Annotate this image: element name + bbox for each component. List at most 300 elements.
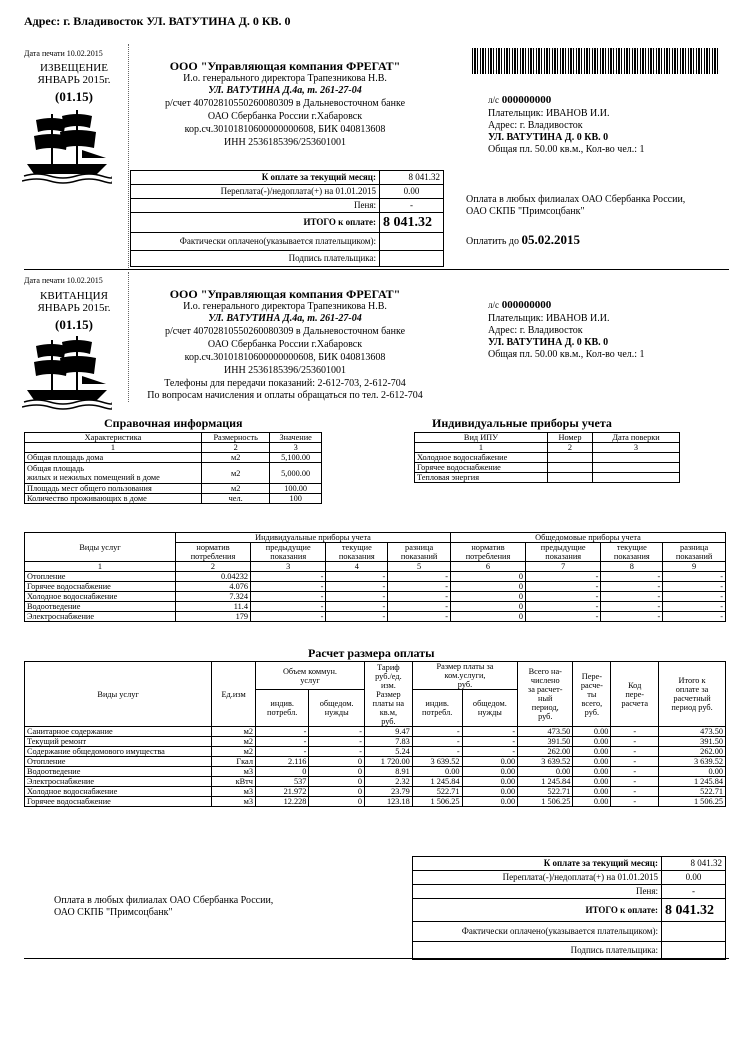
cons-num-8: 8 <box>601 562 663 572</box>
cons-cell: - <box>601 602 663 612</box>
cons-sub-h-4-line: показаний <box>400 552 438 561</box>
ref-r3-val: 100.00 <box>270 484 322 494</box>
calc-h-total <box>518 662 573 727</box>
notice-payer-street: УЛ. ВАТУТИНА Д. 0 КВ. 0 <box>488 132 609 143</box>
calc-h-vol-common <box>309 690 365 727</box>
receipt-company-inn: ИНН 2536185396/253601001 <box>224 365 346 376</box>
receipt-company-phones: Телефоны для передачи показаний: 2-612-703, 2-612-704 <box>164 378 406 389</box>
calc-cell: 0.00 <box>462 797 518 807</box>
sum-current-label: К оплате за текущий месяц: <box>131 171 380 185</box>
cons-cell: 0 <box>450 572 525 582</box>
calc-cell: 0.00 <box>462 757 518 767</box>
calc-cell: - <box>309 737 365 747</box>
ipu-r1-num <box>548 453 593 463</box>
receipt-payer-area: Общая пл. 50.00 кв.м., Кол-во чел.: 1 <box>488 349 645 360</box>
cons-sub-h-8-line: показаний <box>675 552 713 561</box>
ipu-r1-date <box>593 453 680 463</box>
address-header: Адрес: г. Владивосток УЛ. ВАТУТИНА Д. 0 КВ. 0 <box>24 14 291 28</box>
ipu-r3-num <box>548 473 593 483</box>
calc-h-code <box>611 662 659 727</box>
ref-title: Справочная информация <box>104 416 243 430</box>
cons-cell: - <box>251 582 326 592</box>
calc-service: Водоотведение <box>25 767 212 777</box>
ipu-title: Индивидуальные приборы учета <box>432 416 612 430</box>
calc-cell: 0.00 <box>573 737 611 747</box>
calc-cell: - <box>611 747 659 757</box>
calc-h-recalc <box>573 662 611 727</box>
notice-company-account: р/счет 40702810550260080309 в Дальневосточном банке <box>164 98 406 109</box>
cons-cell: - <box>251 612 326 622</box>
calc-cell: 537 <box>255 777 308 787</box>
cons-cell: - <box>388 572 451 582</box>
cons-cell: 4.076 <box>176 582 251 592</box>
calc-cell: - <box>462 727 518 737</box>
calc-cell: - <box>462 747 518 757</box>
ref-r4-name: Количество проживающих в доме <box>25 494 202 504</box>
rsum-paid-label: Фактически оплачено(указывается плательщиком): <box>413 922 662 942</box>
notice-summary-table <box>130 170 444 267</box>
calc-cell: 0 <box>255 767 308 777</box>
rsum-penalty: - <box>662 885 726 899</box>
calc-service: Холодное водоснабжение <box>25 787 212 797</box>
calc-h-total-line: руб. <box>538 712 553 721</box>
cons-cell: - <box>601 582 663 592</box>
calc-cell: - <box>309 727 365 737</box>
calc-title: Расчет размера оплаты <box>308 646 435 660</box>
calc-h-total-line: период, <box>531 703 559 712</box>
receipt-print-date: Дата печати 10.02.2015 <box>24 276 103 285</box>
cons-cell: - <box>326 582 388 592</box>
cons-num-3: 3 <box>251 562 326 572</box>
cons-sub-h-8-line: разница <box>680 543 709 552</box>
calc-row <box>25 757 726 767</box>
receipt-divider <box>128 272 129 402</box>
cons-num-2: 2 <box>176 562 251 572</box>
calc-cell: - <box>611 797 659 807</box>
cons-sub-h-2 <box>251 543 326 562</box>
cons-service: Водоотведение <box>25 602 176 612</box>
receipt-company-account: р/счет 40702810550260080309 в Дальневосточном банке <box>164 326 406 337</box>
cons-row <box>25 582 726 592</box>
calc-cell: - <box>611 757 659 767</box>
cons-h-ind: Индивидуальные приборы учета <box>176 533 451 543</box>
notice-company-inn: ИНН 2536185396/253601001 <box>224 137 346 148</box>
cons-num-9: 9 <box>663 562 726 572</box>
rsum-paid-field[interactable] <box>662 922 726 942</box>
ipu-r2-num <box>548 463 593 473</box>
receipt-company-bank: ОАО Сбербанка России г.Хабаровск <box>207 339 363 350</box>
receipt-company-address: УЛ. ВАТУТИНА Д.4а, т. 261-27-04 <box>208 313 362 324</box>
calc-service: Электроснабжение <box>25 777 212 787</box>
notice-company-corr: кор.сч.30101810600000000608, БИК 040813608 <box>184 124 386 135</box>
ls-number: 000000000 <box>501 299 552 311</box>
calc-h-volume <box>255 662 364 690</box>
notice-payment-note-2: ОАО СКПБ "Примсоцбанк" <box>466 206 585 217</box>
cons-cell: - <box>663 572 726 582</box>
cons-sub-h-2-line: показания <box>270 552 307 561</box>
calc-cell: 473.50 <box>659 727 726 737</box>
ref-n1: 1 <box>25 443 202 453</box>
cons-sub-h-4-line: разница <box>405 543 434 552</box>
ref-r1-dim: м2 <box>202 453 270 463</box>
cons-sub-h-5-line: норматив <box>471 543 505 552</box>
calc-cell: 0.00 <box>573 727 611 737</box>
calc-h-topay-line: оплате за <box>675 685 709 694</box>
calc-h-topay-line: Итого к <box>678 676 706 685</box>
calc-h-volume-line: услуг <box>300 675 320 685</box>
cons-cell: - <box>326 592 388 602</box>
cons-cell: 7.324 <box>176 592 251 602</box>
cons-sub-h-5-line: потребления <box>465 552 511 561</box>
cons-num-5: 5 <box>388 562 451 572</box>
cons-cell: - <box>388 612 451 622</box>
calc-cell: 1 506.25 <box>518 797 573 807</box>
cons-cell: - <box>663 602 726 612</box>
pay-until-date: 05.02.2015 <box>521 232 580 247</box>
cons-cell: - <box>601 612 663 622</box>
calc-cell: 0.00 <box>573 747 611 757</box>
calc-h-pay-common-line: общедом. <box>472 699 507 708</box>
calc-h-recalc-line: руб. <box>584 707 600 717</box>
calc-cell: - <box>611 767 659 777</box>
bottom-line <box>24 958 729 959</box>
cons-num-4: 4 <box>326 562 388 572</box>
calc-h-tariff-line: Тариф <box>377 662 400 672</box>
calc-h-vol-ind-line: потребл. <box>267 708 298 717</box>
calc-cell: 0.00 <box>573 767 611 777</box>
calc-cell: 0.00 <box>573 797 611 807</box>
ref-n3: 3 <box>270 443 322 453</box>
calc-h-code-line: пере- <box>625 689 645 699</box>
calc-h-tariff <box>365 662 413 727</box>
cons-sub-h-6-line: показания <box>545 552 582 561</box>
cons-sub-h-1-line: норматив <box>196 543 230 552</box>
calc-cell: 0 <box>309 777 365 787</box>
sum-penalty-label: Пеня: <box>131 199 380 213</box>
cons-sub-h-3-line: показания <box>338 552 375 561</box>
cons-sub-h-3-line: текущие <box>341 543 372 552</box>
calc-h-topay-line: расчетный <box>673 694 711 703</box>
calc-cell: 3 639.52 <box>659 757 726 767</box>
calc-cell: 2.32 <box>365 777 413 787</box>
calc-h-pay-ind <box>412 690 462 727</box>
receipt-code: (01.15) <box>55 317 93 332</box>
ipu-h-date: Дата поверки <box>593 433 680 443</box>
ls-label: л/с <box>488 300 499 310</box>
calc-cell: 0.00 <box>573 777 611 787</box>
notice-title: ИЗВЕЩЕНИЕ <box>40 62 108 74</box>
sum-total: 8 041.32 <box>380 213 444 233</box>
ref-h-val: Значение <box>270 433 322 443</box>
cons-sub-h-4 <box>388 543 451 562</box>
calc-row <box>25 797 726 807</box>
notice-print-date: Дата печати 10.02.2015 <box>24 49 103 58</box>
cons-cell: - <box>251 592 326 602</box>
calc-cell: 522.71 <box>518 787 573 797</box>
rsum-sign-field[interactable] <box>662 942 726 960</box>
receipt-company-director: И.о. генерального директора Трапезникова Н.В. <box>183 301 387 312</box>
calc-cell: Гкал <box>212 757 256 767</box>
cons-cell: - <box>388 592 451 602</box>
calc-cell: 1 245.84 <box>518 777 573 787</box>
cons-cell: 11.4 <box>176 602 251 612</box>
calc-cell: м2 <box>212 747 256 757</box>
cons-sub-h-2-line: предыдущие <box>265 543 311 552</box>
calc-row <box>25 767 726 777</box>
cons-sub-h-8 <box>663 543 726 562</box>
calc-h-tariff-line: кв.м, <box>379 707 398 717</box>
calc-cell: м3 <box>212 787 256 797</box>
calc-h-code-line: Код <box>628 680 642 690</box>
calc-service: Текущий ремонт <box>25 737 212 747</box>
calc-cell: 0.00 <box>573 787 611 797</box>
ipu-r2: Горячее водоснабжение <box>415 463 548 473</box>
calc-row <box>25 737 726 747</box>
sum-paid-label: Фактически оплачено(указывается плательщиком): <box>131 233 380 251</box>
calc-h-tariff-line: Размер <box>376 689 401 699</box>
calc-h-pay-line: руб. <box>457 680 473 689</box>
rsum-current-label: К оплате за текущий месяц: <box>413 857 662 871</box>
ref-r3-dim: м2 <box>202 484 270 494</box>
calc-cell: 262.00 <box>518 747 573 757</box>
rsum-current: 8 041.32 <box>662 857 726 871</box>
calc-cell: - <box>611 777 659 787</box>
sum-paid-field[interactable] <box>380 233 444 251</box>
calc-cell: 1 506.25 <box>659 797 726 807</box>
calc-cell: 5.24 <box>365 747 413 757</box>
ref-r4-dim: чел. <box>202 494 270 504</box>
cons-cell: - <box>526 582 601 592</box>
ipu-h-num: Номер <box>548 433 593 443</box>
cons-cell: - <box>326 602 388 612</box>
ref-table <box>24 432 322 504</box>
calc-row <box>25 777 726 787</box>
cons-cell: - <box>326 572 388 582</box>
cons-cell: 0 <box>450 582 525 592</box>
calc-h-tariff-line: руб./ед. <box>375 671 402 681</box>
cons-service: Холодное водоснабжение <box>25 592 176 602</box>
calc-cell: 0 <box>309 767 365 777</box>
cons-service: Электроснабжение <box>25 612 176 622</box>
receipt-payment-note-1: Оплата в любых филиалах ОАО Сбербанка России, <box>54 895 274 906</box>
calc-cell: - <box>412 737 462 747</box>
cons-cell: 0 <box>450 602 525 612</box>
sum-total-label: ИТОГО к оплате: <box>131 213 380 233</box>
calc-h-vol-ind <box>255 690 308 727</box>
calc-cell: 262.00 <box>659 747 726 757</box>
calc-cell: м3 <box>212 797 256 807</box>
cons-cell: 0 <box>450 612 525 622</box>
cons-cell: - <box>526 572 601 582</box>
calc-h-total-line: за расчет- <box>527 685 563 694</box>
cons-sub-h-7-line: показания <box>613 552 650 561</box>
sum-overpay: 0.00 <box>380 185 444 199</box>
sum-current: 8 041.32 <box>380 171 444 185</box>
calc-h-recalc-line: ты <box>587 689 597 699</box>
calc-cell: 7.83 <box>365 737 413 747</box>
ref-r4-val: 100 <box>270 494 322 504</box>
consumption-table <box>24 532 726 622</box>
ls-label: л/с <box>488 95 499 105</box>
cons-service: Отопление <box>25 572 176 582</box>
cons-row <box>25 602 726 612</box>
cons-h-common: Общедомовые приборы учета <box>450 533 725 543</box>
rsum-overpay: 0.00 <box>662 871 726 885</box>
sum-overpay-label: Переплата(-)/недоплата(+) на 01.01.2015 <box>131 185 380 199</box>
ipu-r2-date <box>593 463 680 473</box>
calc-h-pay-ind-line: потребл. <box>422 708 453 717</box>
receipt-payment-note-2: ОАО СКПБ "Примсоцбанк" <box>54 907 173 918</box>
receipt-summary-table <box>412 856 726 960</box>
calc-service: Содержание общедомового имущества <box>25 747 212 757</box>
calc-cell: 123.18 <box>365 797 413 807</box>
calc-h-topay <box>659 662 726 727</box>
calc-h-pay-common-line: нужды <box>477 708 502 717</box>
calc-cell: м2 <box>212 737 256 747</box>
calc-cell: 1 720.00 <box>365 757 413 767</box>
calc-cell: 0.00 <box>462 777 518 787</box>
cons-num-6: 6 <box>450 562 525 572</box>
rsum-sign-label: Подпись плательщика: <box>413 942 662 960</box>
notice-company-director: И.о. генерального директора Трапезникова Н.В. <box>183 73 387 84</box>
calc-h-tariff-line: изм. <box>380 680 396 690</box>
rsum-total-label: ИТОГО к оплате: <box>413 899 662 922</box>
receipt-payer-street: УЛ. ВАТУТИНА Д. 0 КВ. 0 <box>488 337 609 348</box>
calc-cell: 0 <box>309 797 365 807</box>
calc-cell: - <box>611 727 659 737</box>
cons-num-7: 7 <box>526 562 601 572</box>
calc-cell: - <box>462 737 518 747</box>
ref-h-char: Характеристика <box>25 433 202 443</box>
calc-cell: - <box>309 747 365 757</box>
ref-r2-name-l1: Общая площадь <box>27 464 84 473</box>
separator-line <box>24 269 729 270</box>
cons-sub-h-7 <box>601 543 663 562</box>
cons-cell: 0.04232 <box>176 572 251 582</box>
notice-month: ЯНВАРЬ 2015г. <box>37 74 111 86</box>
calc-h-vol-common-line: нужды <box>324 708 349 717</box>
ref-r3-name: Площадь мест общего пользования <box>25 484 202 494</box>
calc-cell: 0.00 <box>573 757 611 767</box>
cons-cell: - <box>526 592 601 602</box>
cons-cell: - <box>663 592 726 602</box>
cons-sub-h-1-line: потребления <box>190 552 236 561</box>
cons-cell: 0 <box>450 592 525 602</box>
calc-table <box>24 661 726 807</box>
calc-cell: 1 245.84 <box>659 777 726 787</box>
calc-cell: 0.00 <box>412 767 462 777</box>
calc-cell: 0.00 <box>659 767 726 777</box>
calc-cell: 1 506.25 <box>412 797 462 807</box>
pay-until-label: Оплатить до <box>466 236 519 247</box>
pay-until <box>466 232 580 248</box>
calc-service: Санитарное содержание <box>25 727 212 737</box>
calc-cell: 1 245.84 <box>412 777 462 787</box>
receipt-title: КВИТАНЦИЯ <box>40 290 108 302</box>
receipt-payer-name: Плательщик: ИВАНОВ И.И. <box>488 313 610 324</box>
calc-cell: 9.47 <box>365 727 413 737</box>
receipt-company-questions: По вопросам начисления и оплаты обращаться по тел. 2-612-704 <box>147 390 423 401</box>
calc-cell: - <box>611 737 659 747</box>
receipt-payer-ls <box>488 299 551 311</box>
ipu-n1: 1 <box>415 443 548 453</box>
cons-sub-h-3 <box>326 543 388 562</box>
ref-n2: 2 <box>202 443 270 453</box>
ipu-table <box>414 432 680 483</box>
calc-cell: 0.00 <box>462 787 518 797</box>
rsum-total: 8 041.32 <box>662 899 726 922</box>
notice-divider <box>128 44 129 268</box>
calc-cell: м2 <box>212 727 256 737</box>
calc-h-total-line: ный <box>538 694 553 703</box>
calc-h-recalc-line: Пере- <box>581 671 602 681</box>
calc-h-service: Виды услуг <box>25 662 212 727</box>
cons-sub-h-6-line: предыдущие <box>540 543 586 552</box>
cons-cell: - <box>251 572 326 582</box>
calc-cell: 391.50 <box>659 737 726 747</box>
notice-payment-note-1: Оплата в любых филиалах ОАО Сбербанка России, <box>466 194 686 205</box>
calc-h-total-line: числено <box>530 676 560 685</box>
calc-h-total-line: Всего на- <box>528 667 562 676</box>
calc-h-pay <box>412 662 517 690</box>
calc-cell: 3 639.52 <box>412 757 462 767</box>
ref-r1-name: Общая площадь дома <box>25 453 202 463</box>
calc-h-pay-line: Размер платы за <box>436 662 494 671</box>
cons-row <box>25 572 726 582</box>
calc-cell: 0 <box>309 757 365 767</box>
calc-service: Отопление <box>25 757 212 767</box>
ipu-n2: 2 <box>548 443 593 453</box>
cons-sub-h-6 <box>526 543 601 562</box>
sum-sign-field[interactable] <box>380 251 444 267</box>
cons-sub-h-7-line: текущие <box>616 543 647 552</box>
cons-row <box>25 592 726 602</box>
cons-h-service: Виды услуг <box>25 533 176 562</box>
calc-h-tariff-line: руб. <box>381 716 396 726</box>
notice-company-address: УЛ. ВАТУТИНА Д.4а, т. 261-27-04 <box>208 85 362 96</box>
cons-cell: - <box>601 572 663 582</box>
calc-h-pay-ind-line: индив. <box>425 699 449 708</box>
notice-payer-area: Общая пл. 50.00 кв.м., Кол-во чел.: 1 <box>488 144 645 155</box>
ipu-h-type: Вид ИПУ <box>415 433 548 443</box>
calc-cell: - <box>255 747 308 757</box>
calc-h-topay-line: период руб. <box>671 703 713 712</box>
cons-cell: - <box>526 612 601 622</box>
calc-h-pay-line: ком.услуги, <box>444 671 486 680</box>
calc-cell: 0.00 <box>462 767 518 777</box>
calc-row <box>25 727 726 737</box>
calc-cell: 522.71 <box>412 787 462 797</box>
calc-cell: 3 639.52 <box>518 757 573 767</box>
notice-payer-ls <box>488 94 551 106</box>
ship-logo-top <box>22 106 112 184</box>
calc-cell: 2.116 <box>255 757 308 767</box>
notice-company-name: ООО "Управляющая компания ФРЕГАТ" <box>169 59 401 73</box>
calc-cell: кВтч <box>212 777 256 787</box>
cons-row <box>25 612 726 622</box>
calc-service: Горячее водоснабжение <box>25 797 212 807</box>
receipt-company-corr: кор.сч.30101810600000000608, БИК 040813608 <box>184 352 386 363</box>
calc-h-pay-common <box>462 690 518 727</box>
calc-h-unit: Ед.изм <box>212 662 256 727</box>
sum-sign-label: Подпись плательщика: <box>131 251 380 267</box>
cons-cell: - <box>251 602 326 612</box>
calc-h-recalc-line: расче- <box>580 680 603 690</box>
notice-company-bank: ОАО Сбербанка России г.Хабаровск <box>207 111 363 122</box>
calc-h-vol-ind-line: индив. <box>270 699 294 708</box>
calc-cell: - <box>611 787 659 797</box>
cons-sub-h-5 <box>450 543 525 562</box>
